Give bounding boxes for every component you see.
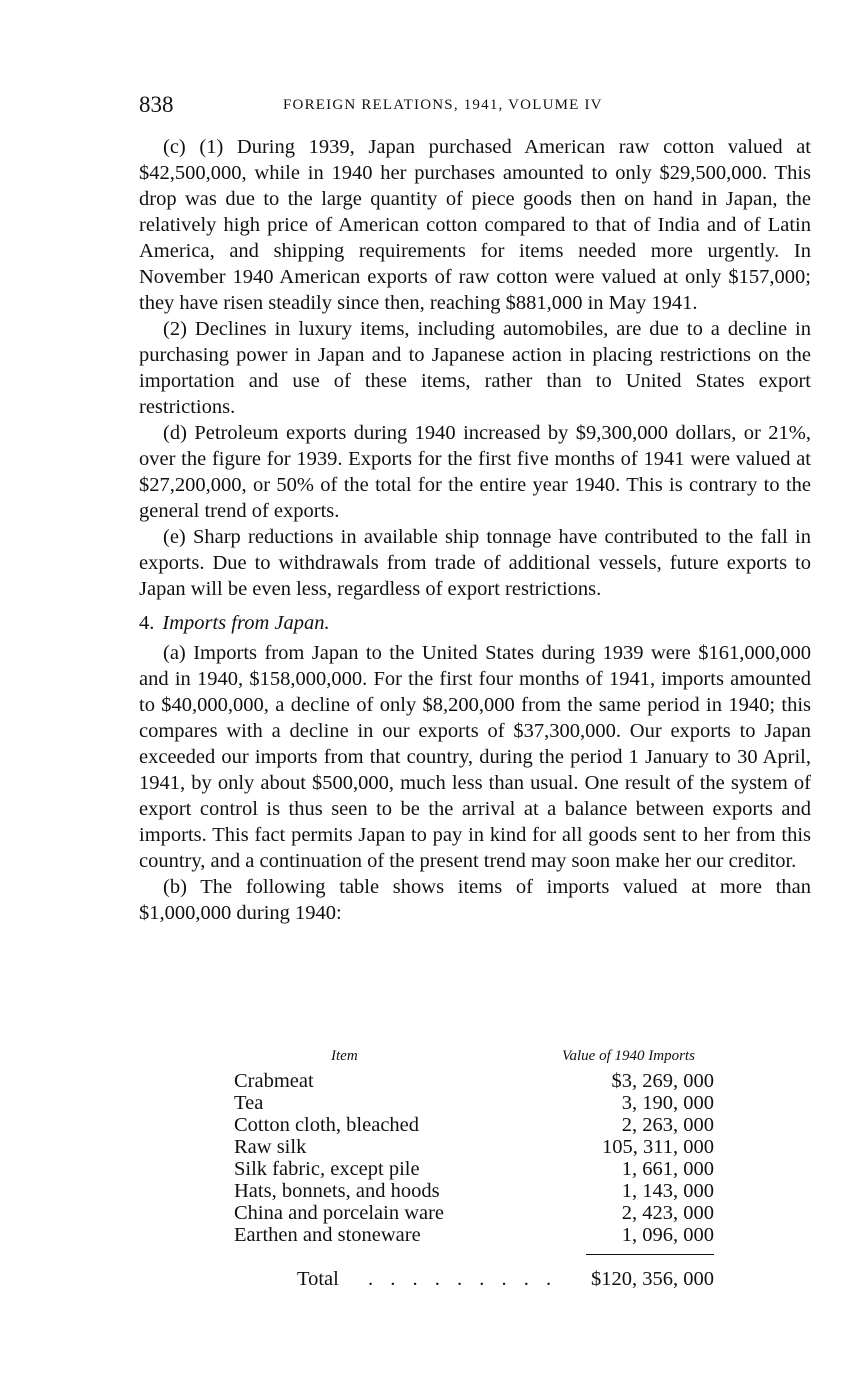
paragraph-a: (a) Imports from Japan to the United States during 1939 were $161,000,000 and in 1940, $158,000,000. For the first four months of 1941, imports amounted to $40,000,000, a decline of only $8,200,000 from the same period in 1940; this compares with a decline in our exports of $37,300,000. Our exports to Japan exceeded our imports from that country, during the period 1 January to 30 April, 1941, by only about $500,000, much less than usual. One result of the system of export control is thus seen to be the arrival at a balance between exports and imports. This fact permits Japan to pay in kind for all goods sent to her from this country, and a continuation of the present trend may soon make her our creditor.	[139, 642, 811, 872]
table-row	[234, 1202, 754, 1224]
table-row	[234, 1158, 754, 1180]
total-rule	[586, 1254, 714, 1255]
row-value: 2, 423, 000	[621, 1202, 714, 1224]
row-value: 3, 190, 000	[621, 1092, 714, 1114]
row-item: Silk fabric, except pile	[234, 1158, 420, 1180]
table-row	[234, 1180, 754, 1202]
table-row	[234, 1092, 754, 1114]
table-body	[234, 1070, 754, 1246]
paragraph-b: (b) The following table shows items of imports valued at more than $1,000,000 during 1940:	[139, 876, 811, 924]
total-value: $120, 356, 000	[591, 1268, 714, 1290]
row-value: 1, 096, 000	[621, 1224, 714, 1246]
row-value: 1, 143, 000	[621, 1180, 714, 1202]
table-header	[234, 1048, 754, 1070]
section-heading	[139, 610, 811, 636]
paragraph-c2: (2) Declines in luxury items, including automobiles, are due to a decline in purchasing power in Japan and to Japanese action in placing restrictions on the importation and use of these items, rather than to United States export restrictions.	[139, 318, 811, 418]
table-row	[234, 1114, 754, 1136]
imports-table	[234, 1048, 754, 1290]
row-item: Crabmeat	[234, 1070, 314, 1092]
column-header-value: Value of 1940 Imports	[562, 1048, 695, 1064]
table-row	[234, 1070, 754, 1092]
row-value: $3, 269, 000	[611, 1070, 714, 1092]
row-item: Hats, bonnets, and hoods	[234, 1180, 440, 1202]
table-row	[234, 1136, 754, 1158]
total-row	[234, 1266, 754, 1292]
paragraph-c1: (c) (1) During 1939, Japan purchased American raw cotton valued at $42,500,000, while in 1940 her purchases amounted to only $29,500,000. This drop was due to the large quantity of piece goods then on hand in Japan, the relatively high price of American cotton compared to that of India and of Latin America, and shipping requirements for items needed more urgently. In November 1940 American exports of raw cotton were valued at only $157,000; they have risen steadily since then, reaching $881,000 in May 1941.	[139, 136, 811, 314]
row-item: Raw silk	[234, 1136, 307, 1158]
row-value: 1, 661, 000	[621, 1158, 714, 1180]
body-text	[139, 134, 811, 926]
row-item: China and porcelain ware	[234, 1202, 445, 1224]
paragraph-d: (d) Petroleum exports during 1940 increased by $9,300,000 dollars, or 21%, over the figure for 1939. Exports for the first five months of 1941 were valued at $27,200,000, or 50% of the total for the entire year 1940. This is contrary to the general trend of exports.	[139, 422, 811, 522]
running-head: FOREIGN RELATIONS, 1941, VOLUME IV	[283, 97, 603, 113]
leader-dots: . . . . . . . . .	[368, 1268, 558, 1290]
row-value: 105, 311, 000	[602, 1136, 714, 1158]
table-row	[234, 1224, 754, 1246]
paragraph-e: (e) Sharp reductions in available ship tonnage have contributed to the fall in exports. Due to withdrawals from trade of additional vessels, future exports to Japan will be even less, regardless of export restrictions.	[139, 526, 811, 600]
page-header	[139, 92, 811, 122]
page-number: 838	[139, 92, 174, 117]
section-number: 4.	[139, 612, 155, 634]
row-item: Cotton cloth, bleached	[234, 1114, 420, 1136]
column-header-item: Item	[331, 1048, 358, 1064]
section-title: Imports from Japan.	[162, 612, 330, 634]
total-label: Total	[297, 1268, 339, 1290]
row-item: Earthen and stoneware	[234, 1224, 421, 1246]
row-item: Tea	[234, 1092, 264, 1114]
row-value: 2, 263, 000	[621, 1114, 714, 1136]
